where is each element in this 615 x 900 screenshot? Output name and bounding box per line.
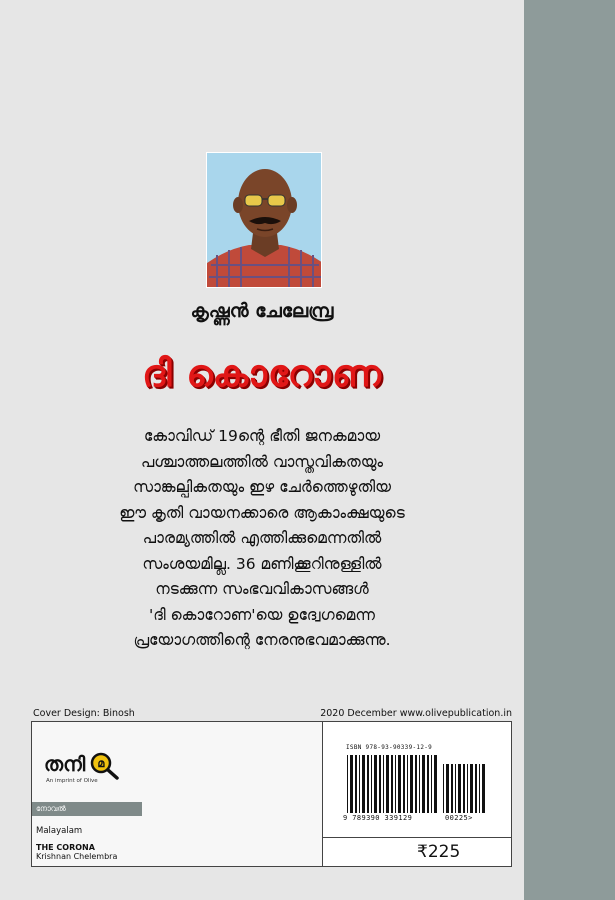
magnifier-logo-icon <box>90 752 120 780</box>
blurb-line: 'ദി കൊറോണ'യെ ഉദ്വേഗമെന്ന <box>149 605 375 624</box>
date-and-website: 2020 December www.olivepublication.in <box>320 708 512 719</box>
cover-design-credit: Cover Design: Binosh <box>33 708 135 719</box>
barcode-panel <box>322 722 511 866</box>
info-box <box>31 721 512 867</box>
isbn-text: ISBN 978-93-90339-12-9 <box>346 744 433 751</box>
spine-panel <box>524 0 615 900</box>
publisher-logo-text: തനി <box>44 752 86 776</box>
price-divider <box>323 837 512 838</box>
publisher-panel <box>32 722 322 866</box>
blurb-line: പ്രയോഗത്തിന്റെ നേരനുഭവമാക്കുന്നു. <box>133 631 391 649</box>
genre-label: നോവൽ <box>36 804 66 813</box>
blurb-line: സംശയമില്ല. 36 മണിക്കൂറിനുള്ളിൽ <box>142 554 382 573</box>
blurb-line: കോവിഡ് 19ന്റെ ഭീതി ജനകമായ <box>143 427 381 445</box>
book-title: ദി കൊറോണ <box>142 352 382 395</box>
barcode-icon <box>347 755 437 813</box>
blurb-line: സാങ്കല്പികതയും ഇഴ ചേർത്തെഴുതിയ <box>133 478 391 496</box>
price: ₹225 <box>417 842 461 862</box>
blurb-line: നടക്കുന്ന സംഭവവികാസങ്ങൾ <box>155 580 369 598</box>
barcode-addon-number: 00225> <box>445 814 473 822</box>
blurb-line: ഈ കൃതി വായനക്കാരെ ആകാംക്ഷയുടെ <box>119 503 405 522</box>
blurb-text <box>90 424 434 654</box>
genre-badge <box>32 802 142 816</box>
logo-letter: മ <box>97 757 105 770</box>
blurb-line: പാരമ്യത്തിൽ എത്തിക്കുമെന്നതിൽ <box>142 529 382 547</box>
author-photo <box>206 152 322 288</box>
english-title: THE CORONA <box>36 843 95 852</box>
blurb-line: പശ്ചാത്തലത്തിൽ വാസ്തവികതയും <box>140 452 384 471</box>
language-label: Malayalam <box>36 826 83 836</box>
barcode-addon-icon <box>443 764 485 813</box>
barcode-number: 9 789390 339129 <box>343 814 413 822</box>
publisher-tagline: An imprint of Olive <box>46 778 98 784</box>
author-name: കൃഷ്ണൻ ചേലേമ്പ്ര <box>190 300 334 322</box>
english-author: Krishnan Chelembra <box>36 852 118 861</box>
